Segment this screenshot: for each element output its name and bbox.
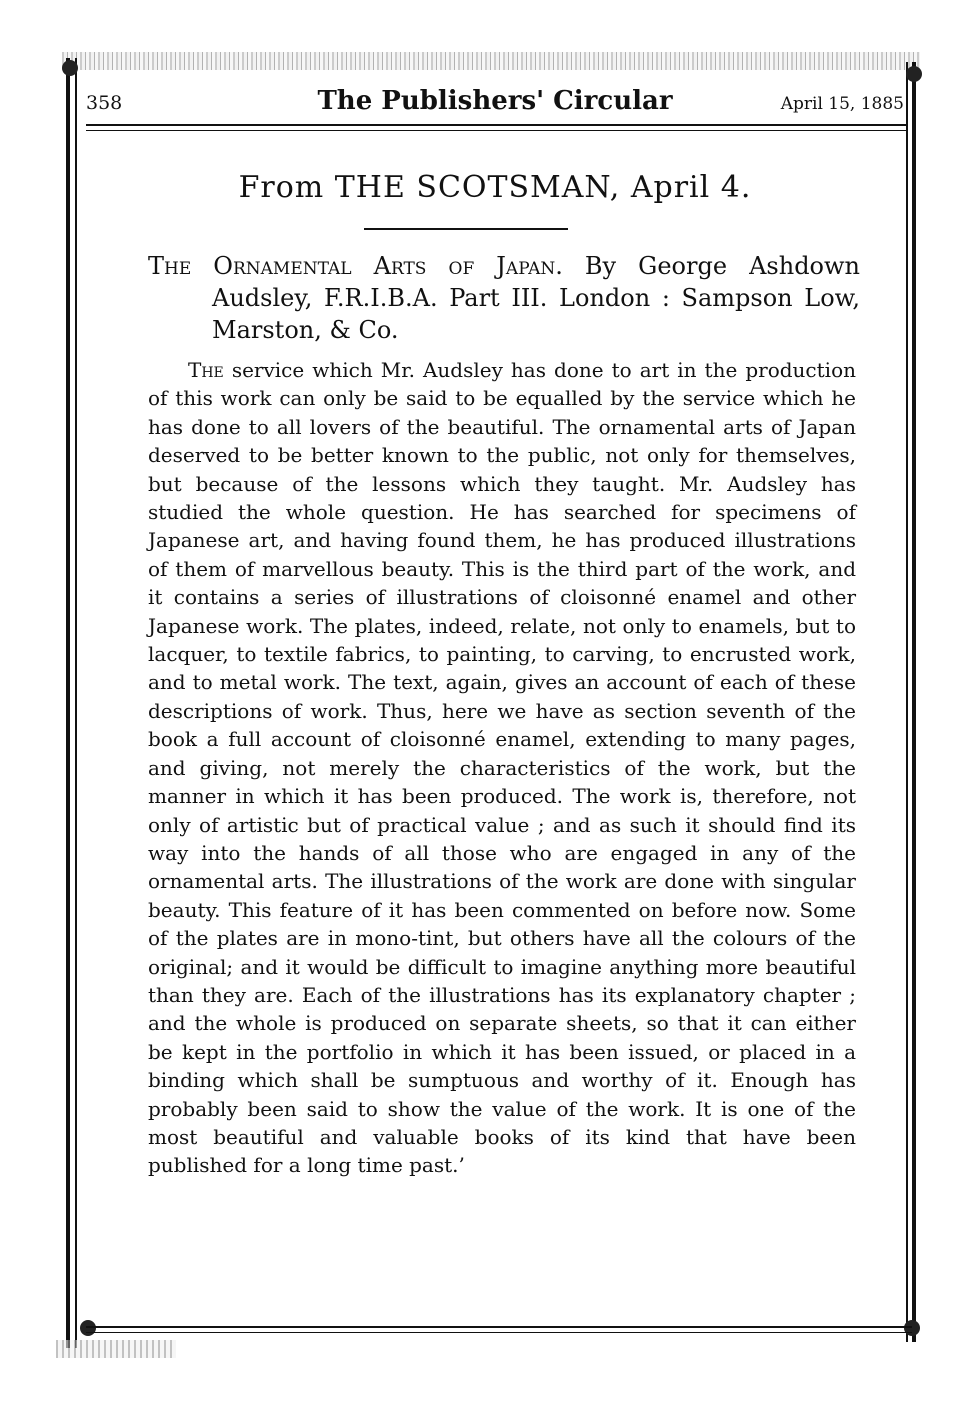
source-heading: From THE SCOTSMAN, April 4.	[238, 170, 752, 205]
book-details: By George Ashdown Audsley, F.R.I.B.A. Part III. London : Sampson Low, Marston, & Co.	[212, 252, 860, 344]
corner-ornament-top-right	[906, 66, 922, 82]
border-left-thin	[75, 58, 77, 1348]
book-citation	[148, 250, 860, 346]
running-head	[86, 86, 904, 118]
footer-rule-thin	[86, 1332, 912, 1333]
heading-rule	[364, 228, 568, 230]
issue-date: April 15, 1885	[780, 94, 904, 114]
lead-word: The	[188, 358, 224, 382]
footer-rule	[86, 1326, 912, 1328]
border-left-thick	[66, 58, 70, 1348]
page-number: 358	[86, 92, 123, 114]
scan-border-bottom	[56, 1340, 176, 1358]
book-title: The Ornamental Arts of Japan.	[148, 252, 563, 280]
review-text: service which Mr. Audsley has done to art in the production of this work can only be said to be equalled by the service which he has done to all lovers of the beautiful. The ornamental arts of Japan deserved to be better known to the public, not only for themselves, but because of the lessons which they taught. Mr. Audsley has studied the whole question. He has searched for specimens of Japanese art, and having found them, he has produced illustrations of them of marvellous beauty. This is the third part of the work, and it contains a series of illustrations of cloisonné enamel and other Japanese work. The plates, indeed, relate, not only to enamels, but to lacquer, to textile fabrics, to painting, to carving, to encrusted work, and to metal work. The text, again, gives an account of each of these descriptions of work. Thus, here we have as section seventh of the book a full account of cloisonné enamel, extending to many pages, and giving, not merely the characteristics of the work, but the manner in which it has been produced. The work is, therefore, not only of artistic but of practical value ; and as such it should find its way into the hands of all those who are engaged in any of the ornamental arts. The illustrations of the work are done with singular beauty. This feature of it has been commented on before now. Some of the plates are in mono-tint, but others have all the colours of the original; and it would be difficult to imagine anything more beautiful than they are. Each of the illustrations has its explanatory chapter ; and the whole is produced on separate sheets, so that it can either be kept in the portfolio in which it has been issued, or placed in a binding which shall be sumptuous and worthy of it. Enough has probably been said to show the value of the work. It is one of the most beautiful and valuable books of its kind that have been published for a long time past.’	[148, 358, 856, 1178]
review-body	[148, 356, 856, 1180]
header-rule-thin	[86, 130, 906, 131]
corner-ornament-top-left	[62, 60, 78, 76]
border-right-thick	[912, 62, 916, 1342]
scan-border-top	[62, 52, 920, 70]
corner-ornament-bottom-right	[904, 1320, 920, 1336]
journal-title: The Publishers' Circular	[317, 86, 673, 116]
header-rule	[86, 124, 906, 126]
corner-ornament-bottom-left	[80, 1320, 96, 1336]
border-right-thin	[906, 62, 908, 1342]
